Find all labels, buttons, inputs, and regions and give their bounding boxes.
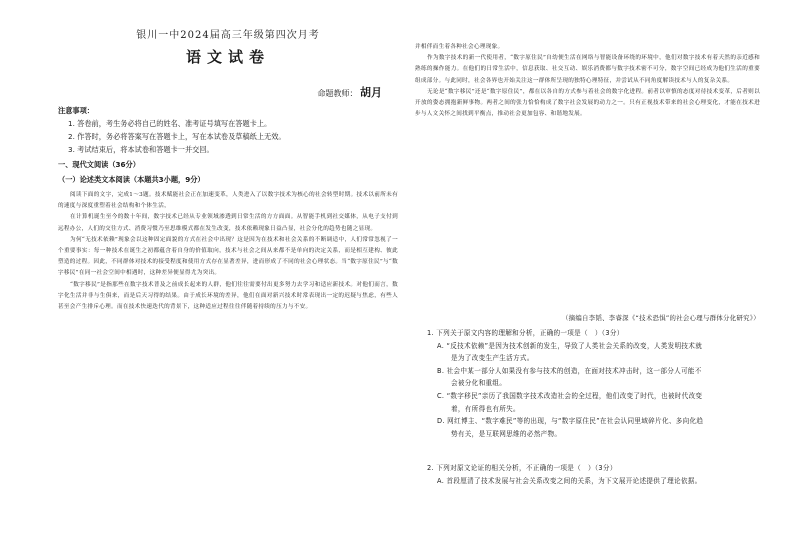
section-heading: 一、现代文阅读（36分） [58, 160, 140, 169]
option-b: B. 社会中某一部分人如果没有参与技术的创造，在面对技术冲击时，这一部分人可能不 [437, 366, 702, 375]
passage-paragraph: 无论是“数字移民”还是“数字原住民”，都在以各自的方式参与着社会的数字化进程。前者以审慎的态度对待技术变革，后者则以开放的姿态拥抱新鲜事物。两者之间的张力恰恰构成了数字社会发展的动力之一。只有正视技术带来的社会心理变化，才能在技术进步与人文关怀之间找到平衡点，推动社会更加包容、和谐地发展。 [415, 88, 760, 118]
author-line [317, 84, 382, 100]
question-stem: 2. 下列对原文论证的相关分析，不正确的一项是（ ）（3分） [427, 464, 617, 472]
option-c-cont: 着，有所得也有所失。 [451, 404, 520, 413]
option-a-cont: 是为了改变生产生活方式。 [451, 354, 534, 363]
question-1 [415, 327, 760, 440]
passage-paragraph: 阅读下面的文字，完成1～3题。技术赋能社会正在加速变革，人类进入了以数字技术为核心的社会转型时期。技术以前所未有的速度与深度重塑着社会结构和个体生活， [58, 192, 398, 210]
option-a: A. 首段厘清了技术发展与社会关系改变之间的关系，为下文展开论述提供了理论依据。 [437, 476, 702, 485]
passage-paragraph: 在计算机诞生至今的数十年间，数字技术已经从专业领域渗透到日常生活的方方面面。从智能手机到社交媒体，从电子支付到远程办公，人们的交往方式、消费习惯乃至思维模式都在发生改变，技术依赖现象日益凸显，社会分化的趋势也随之显现。 [58, 214, 398, 232]
author-name: 胡月 [360, 86, 382, 99]
notes-heading: 注意事项： [58, 106, 94, 115]
passage-right [415, 42, 760, 120]
option-b-cont: 会被分化和重组。 [451, 379, 507, 388]
source-citation: （摘编自李韬、李睿深《“技术恐惧”的社会心理与群体分化研究》） [561, 314, 760, 322]
question-stem: 1. 下列关于原文内容的理解和分析，正确的一项是（ ）（3分） [427, 329, 624, 337]
option-c: C. “数字移民”亲历了我国数字技术改造社会的全过程，他们改变了时代，也被时代改变 [437, 391, 703, 400]
note-item: 1. 答卷前，考生务必将自己的姓名、准考证号填写在答题卡上。 [68, 119, 272, 128]
question-2 [415, 462, 760, 487]
passage-left [58, 190, 398, 313]
exam-title: 语文试卷 [185, 48, 270, 66]
option-d: D. 网红博主、“数字难民”等的出现，与“数字原住民”在社会认同里域碎片化、多向化趋 [437, 417, 704, 426]
passage-paragraph: 为何“无技术依赖”现象会以这种固定面貌的方式在社会中出现？这是因为在技术和社会关系的不断调适中，人们常常忽视了一个重要事实：每一种技术在诞生之初都蕴含着自身的价值取向，技术与社会之间从来都不是单向的决定关系，而是相互建构、彼此塑造的过程。因此，不同群体对技术的接受程度和使用方式存在显著差异，进而形成了不同的社会心理状态。当“数字原住民”与“数字移民”在同一社会空间中相遇时，这种差异便显得尤为突出。 [58, 236, 398, 277]
note-item: 3. 考试结束后，将本试卷和答题卡一并交回。 [68, 145, 214, 154]
notes-block [58, 104, 398, 156]
note-item: 2. 作答时，务必将答案写在答题卡上，写在本试卷及草稿纸上无效。 [68, 132, 286, 141]
exam-header: 银川一中2024届高三年级第四次月考 [136, 30, 320, 41]
option-d-cont: 势有关，是互联网思维的必然产物。 [451, 429, 562, 438]
passage-continuation: 并相伴而生着各种社会心理现象。 [415, 44, 504, 50]
passage-paragraph: “数字移民”是指那些在数字技术普及之前成长起来的人群，他们往往需要付出更多努力去学习和适应新技术。对他们而言，数字化生活并非与生俱来，而是后天习得的结果。由于成长环境的差异，他们在面对新兴技术时常表现出一定的迟疑与焦虑，有些人甚至会产生排斥心理。而在技术快速迭代的背景下，这种适应过程往往伴随着持续的压力与不安。 [58, 281, 398, 311]
option-a: A. “反技术依赖”是因为技术创新的发生，导致了人类社会关系的改变，人类发明技术就 [437, 341, 703, 350]
passage-paragraph: 作为数字技术的新一代使用者，“数字原住民”自幼便生活在网络与智能设备环绕的环境中，他们对数字技术有着天然的亲近感和熟练的操作能力。在他们的日常生活中，信息获取、社交互动、娱乐消费都与数字技术密不可分，数字空间已经成为他们生活的重要组成部分。与此同时，社会各界也开始关注这一群体所呈现的独特心理特征，并尝试从不同角度解读技术与人的复杂关系。 [415, 55, 760, 84]
subsection-heading: （一）论述类文本阅读（本题共3小题，9分） [58, 175, 205, 184]
author-label: 命题教师： [317, 89, 358, 98]
